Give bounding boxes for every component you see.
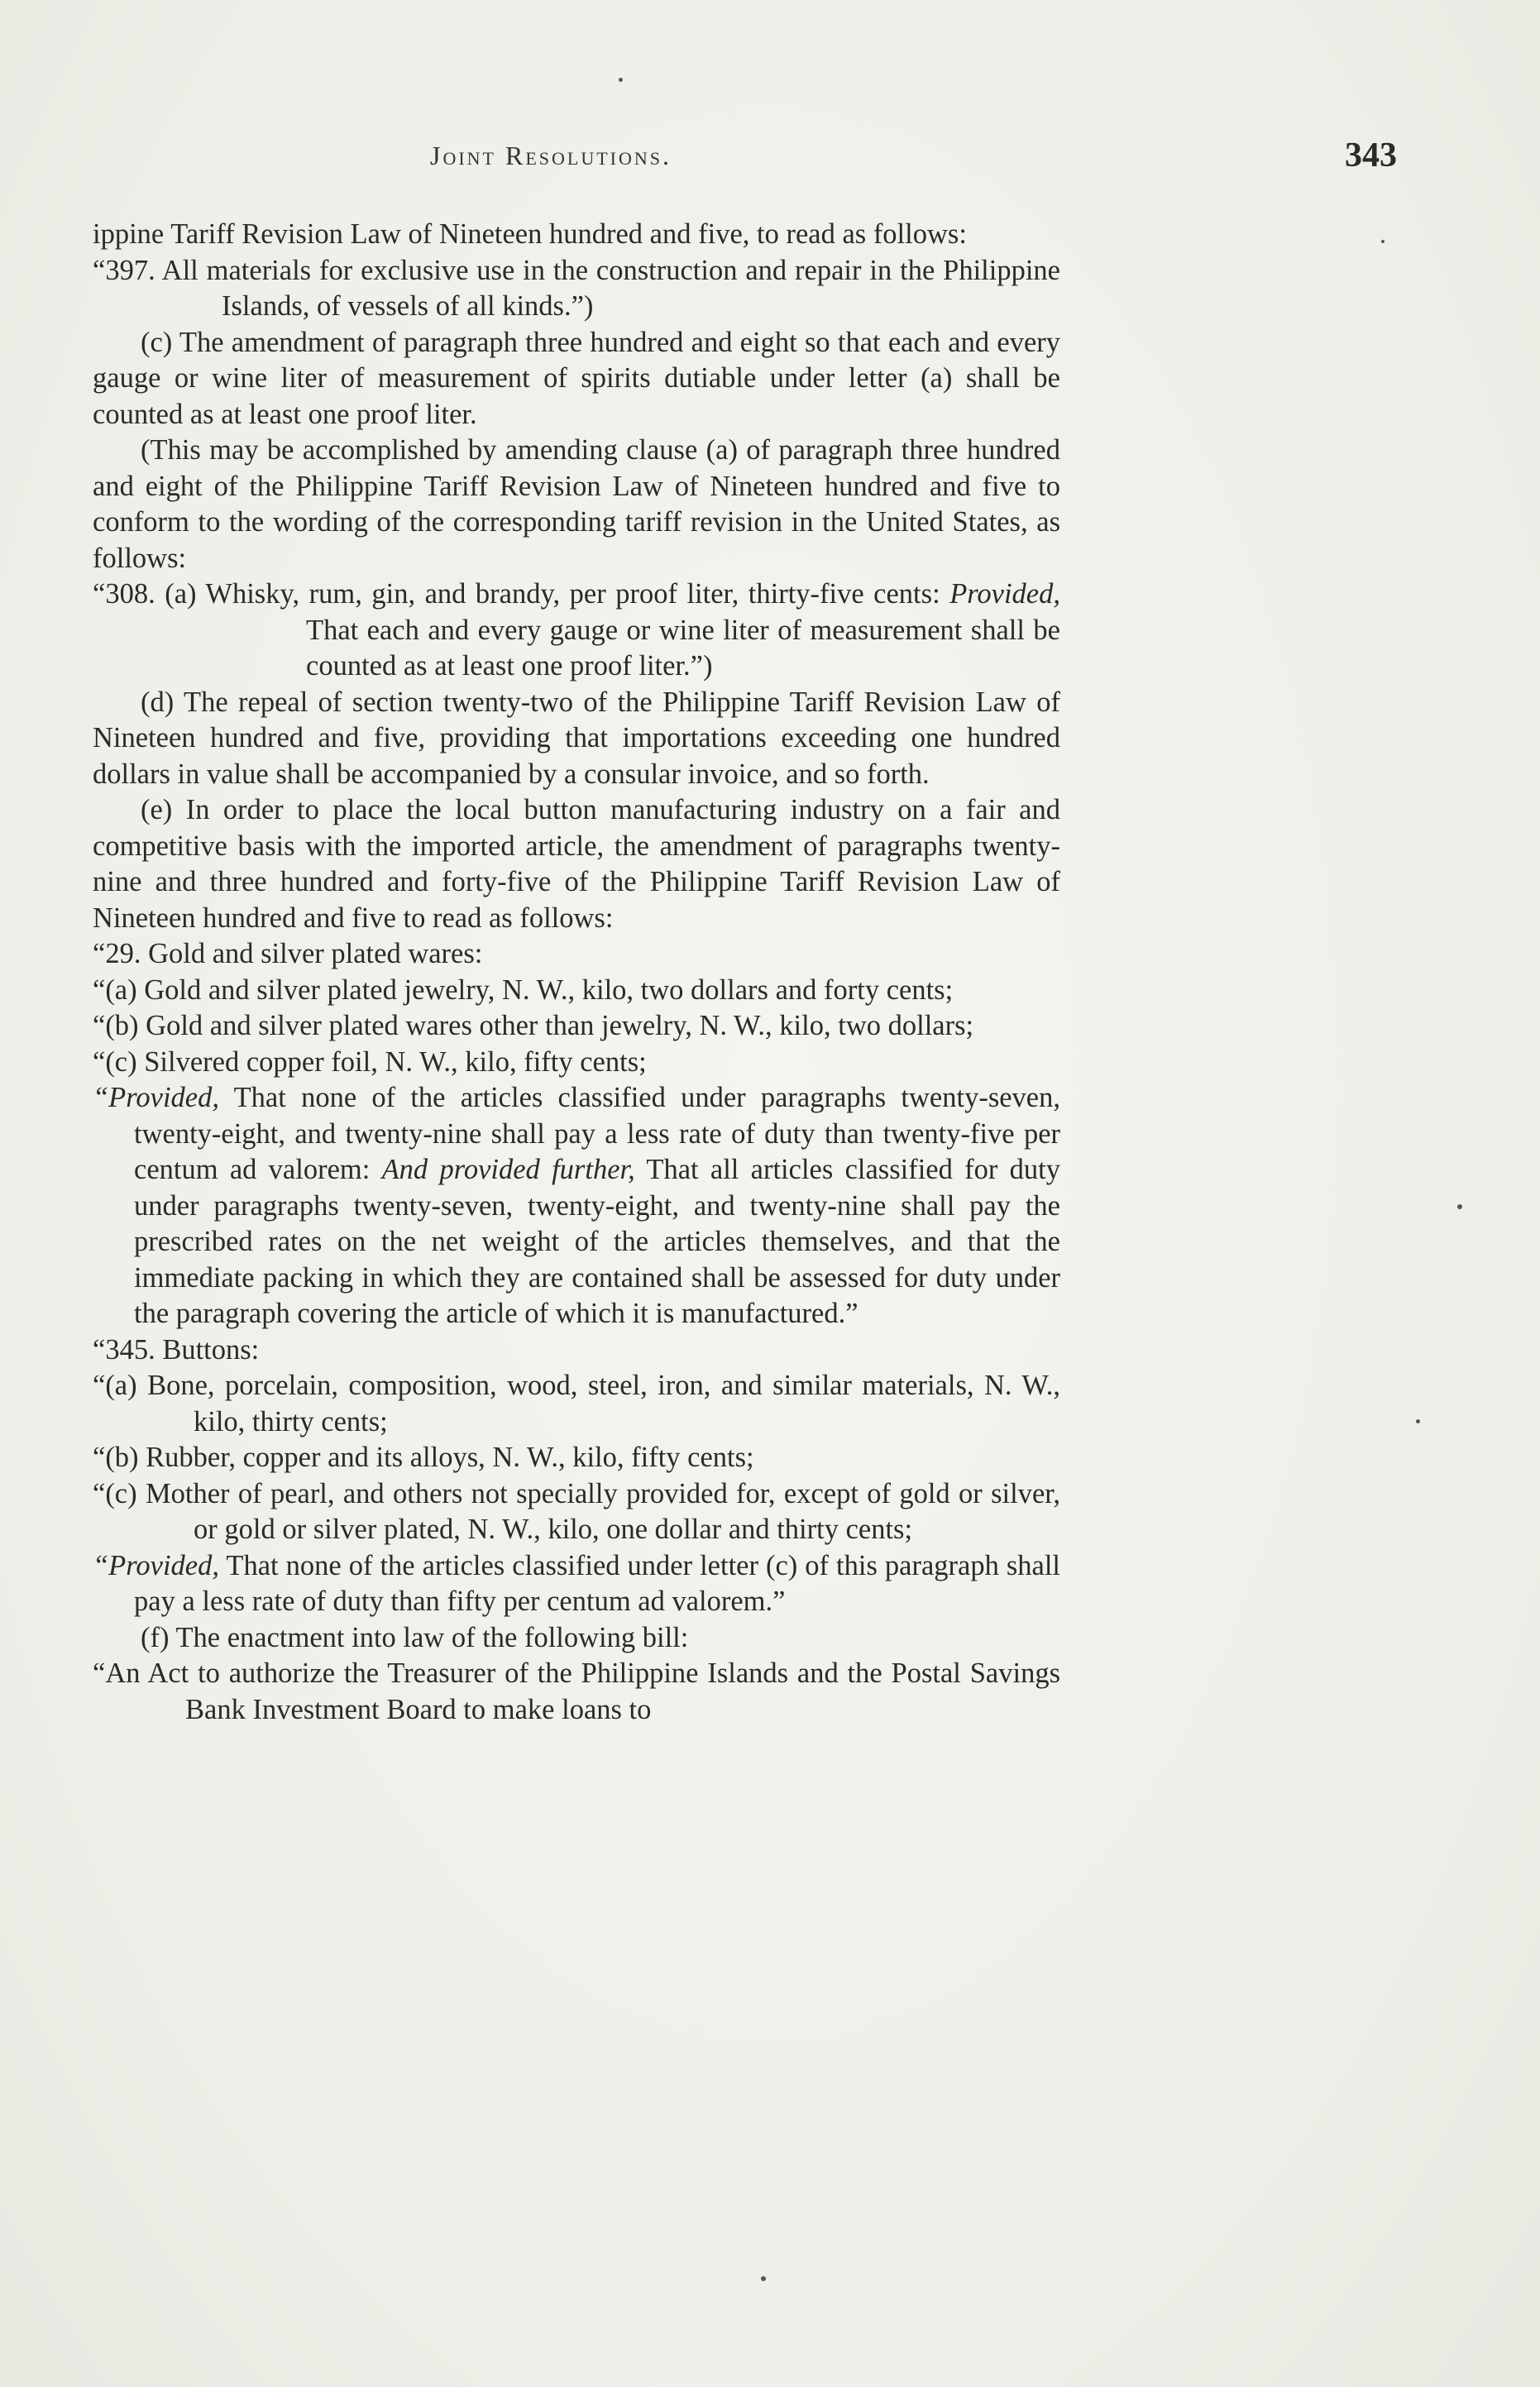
paragraph-308 (93, 576, 1060, 685)
proviso-text-b: That all articles classified for duty under paragraphs twenty-seven, twenty-eight, and twenty-nine shall pay the prescribed rates on the net weight of the articles themselves, and that the immediate packing in which they are contained shall be assessed for duty under the paragraph covering the article of which it is manufactured.” (134, 1154, 1060, 1329)
paragraph-308-text-b: That each and every gauge or wine liter of measurement shall be counted as at least one proof liter.”) (306, 614, 1060, 682)
paragraph-345-a: “(a) Bone, porcelain, composition, wood, steel, iron, and similar materials, N. W., kilo, thirty cents; (93, 1370, 1060, 1437)
paragraph-d-repeal: (d) The repeal of section twenty-two of the Philippine Tariff Revision Law of Nineteen hundred and five, providing that importations exceeding one hundred dollars in value shall be accompanied by a consular invoice, and so forth. (93, 686, 1060, 790)
paragraph-397: “397. All materials for exclusive use in the construction and repair in the Philippine Islands, of vessels of all kinds.”) (93, 254, 1060, 322)
page-header (0, 136, 1540, 190)
paragraph-345-proviso (93, 1548, 1060, 1620)
paragraph-continuation: ippine Tariff Revision Law of Nineteen hundred and five, to read as follows: (93, 218, 967, 250)
paragraph-29-proviso (93, 1080, 1060, 1332)
paragraph-345-b: “(b) Rubber, copper and its alloys, N. W., kilo, fifty cents; (93, 1442, 754, 1473)
paragraph-act-title: “An Act to authorize the Treasurer of the Philippine Islands and the Postal Savings Bank Investment Board to make loans to (93, 1658, 1060, 1725)
paragraph-c-amendment: (c) The amendment of paragraph three hundred and eight so that each and every gauge or wine liter of measurement of spirits dutiable under letter (a) shall be counted as at least one proof liter. (93, 326, 1060, 430)
paragraph-308-text-a: “308. (a) Whisky, rum, gin, and brandy, per proof liter, thirty-five cents: (93, 578, 950, 610)
paragraph-29-a: “(a) Gold and silver plated jewelry, N. W., kilo, two dollars and forty cents; (93, 973, 954, 1006)
paragraph-345-c: “(c) Mother of pearl, and others not specially provided for, except of gold or silver, or gold or silver plated, N. W., kilo, one dollar and thirty cents; (93, 1477, 1060, 1545)
running-head: Joint Resolutions. (430, 141, 672, 170)
paragraph-29-c: “(c) Silvered copper foil, N. W., kilo, fifty cents; (93, 1045, 647, 1078)
paragraph-e-button-industry: (e) In order to place the local button manufacturing industry on a fair and competitive basis with the imported article, the amendment of paragraphs twenty-nine and three hundred and forty-five of the Philippine Tariff Revision Law of Nineteen hundred and five to read as follows: (93, 794, 1060, 934)
paper-speck (619, 78, 623, 82)
paragraph-f-enactment: (f) The enactment into law of the following bill: (141, 1621, 689, 1653)
proviso-345-text: That none of the articles classified under letter (c) of this paragraph shall pay a less rate of duty than fifty per centum ad valorem.” (134, 1549, 1060, 1617)
paper-speck (1381, 240, 1385, 243)
provided-italic: “Provided, (93, 1082, 219, 1113)
provided-italic: “Provided, (93, 1549, 219, 1581)
document-body (93, 217, 1060, 1728)
paragraph-345-heading: “345. Buttons: (93, 1333, 260, 1366)
page-number: 343 (1345, 136, 1397, 175)
paragraph-29-b: “(b) Gold and silver plated wares other than jewelry, N. W., kilo, two dollars; (93, 1010, 974, 1041)
paper-speck (1416, 1419, 1420, 1423)
paper-speck (1457, 1204, 1462, 1209)
provided-italic: Provided, (949, 578, 1060, 610)
paragraph-29-heading: “29. Gold and silver plated wares: (93, 938, 483, 969)
provided-further-italic: And provided further, (381, 1154, 635, 1185)
paper-speck (761, 2276, 766, 2281)
proviso-text-a: That none of the articles classified under paragraphs twenty-seven, twenty-eight, and twenty-nine shall pay a less rate of duty than twenty-five per centum ad valorem: (134, 1082, 1060, 1185)
paragraph-accomplished: (This may be accomplished by amending clause (a) of paragraph three hundred and eight of the Philippine Tariff Revision Law of Nineteen hundred and five to conform to the wording of the corresponding tariff revision in the United States, as follows: (93, 434, 1060, 574)
